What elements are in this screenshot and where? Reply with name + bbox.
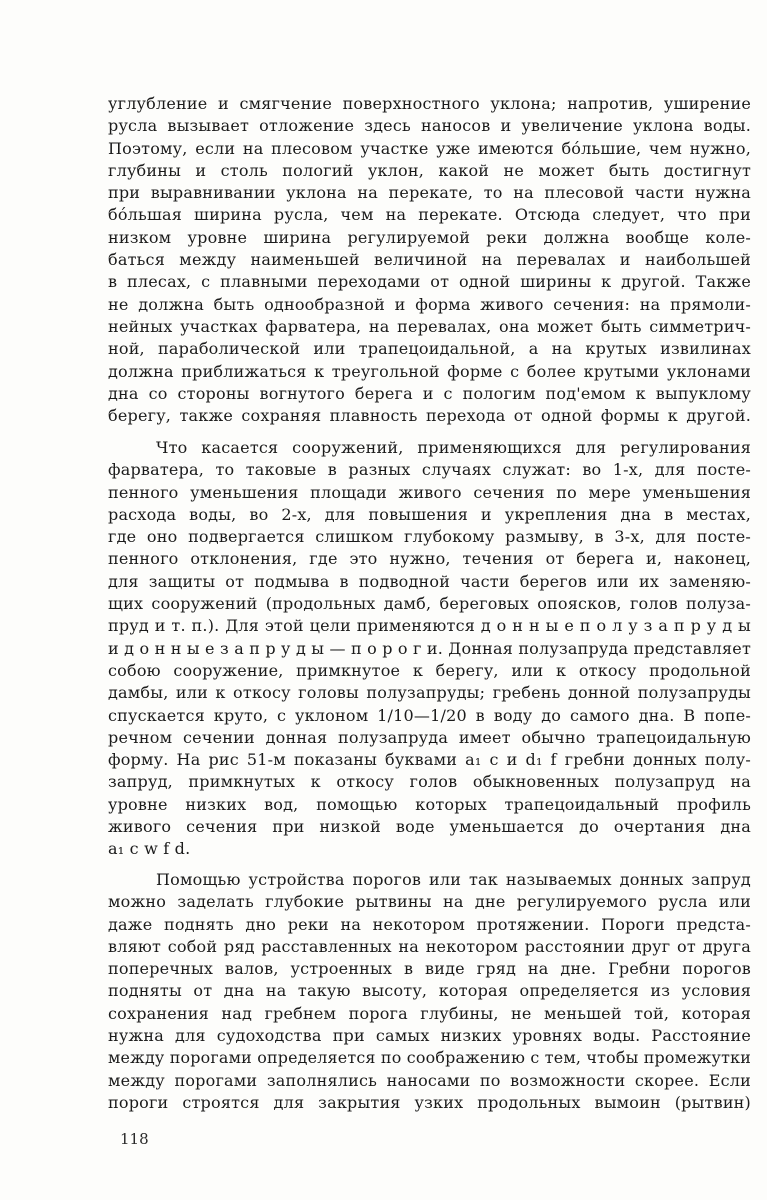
text-line: дамбы, или к откосу головы полузапруды; гребень донной полузапруды [108,683,751,703]
text-line: собою сооружение, примкнутое к берегу, или к откосу продольной [108,660,751,680]
text-line: фарватера, то таковые в разных случаях служат: во 1-х, для посте- [108,460,751,480]
text-line: щих сооружений (продольных дамб, береговых опоясков, голов полуза- [108,594,751,614]
page-number: 118 [120,1130,149,1148]
text-line: низком уровне ширина регулируемой реки должна вообще коле- [108,227,751,247]
text-line: можно заделать глубокие рытвины на дне регулируемого русла или [108,892,751,912]
text-line: между порогами определяется по соображению с тем, чтобы промежутки [108,1048,751,1068]
text-line: поперечных валов, устроенных в виде гряд на дне. Гребни порогов [108,959,751,979]
text-line: где оно подвергается слишком глубокому размыву, в 3-х, для посте- [108,527,751,547]
text-line: запруд, примкнутых к откосу голов обыкновенных полузапруд на [108,772,751,792]
text-line: не должна быть однообразной и форма живого сечения: на прямоли- [108,294,751,314]
text-line: бóльшая ширина русла, чем на перекате. Отсюда следует, что при [108,205,751,225]
text-line: Что касается сооружений, применяющихся для регулирования [156,438,751,457]
text-line: при выравнивании уклона на перекате, то на плесовой части нужна [108,183,751,203]
text-line: углубление и смягчение поверхностного уклона; напротив, уширение [108,94,751,113]
text-line: и д о н н ы е з а п р у д ы — п о р о г и. Донная полузапруда представляет [108,638,751,658]
text-line: пенного уменьшения площади живого сечения по мере уменьшения [108,482,751,502]
text-line: даже поднять дно реки на некотором протяжении. Пороги предста- [108,914,751,934]
paragraph-3 [108,870,751,1115]
text-line: живого сечения при низкой воде уменьшается до очертания дна [108,817,751,837]
text-line: вляют собой ряд расставленных на некотором расстоянии друг от друга [108,936,751,956]
text-line: нейных участках фарватера, на перевалах, она может быть симметрич- [108,316,751,336]
text-line: для защиты от подмыва в подводной части берегов или их заменяю- [108,571,751,591]
text-line: расхода воды, во 2-х, для повышения и укрепления дна в местах, [108,504,751,524]
text-line: нужна для судоходства при самых низких уровнях воды. Расстояние [108,1026,751,1046]
text-line: пенного отклонения, где это нужно, течения от берега и, наконец, [108,549,751,569]
text-line: берегу, также сохраняя плавность перехода от одной формы к другой. [108,406,751,426]
text-line: форму. На рис 51-м показаны буквами a₁ c и d₁ f гребни донных полу- [108,750,751,770]
text-line: спускается круто, с уклоном 1/10—1/20 в воду до самого дна. В попе- [108,705,751,725]
text-line: баться между наименьшей величиной на перевалах и наибольшей [108,250,751,270]
text-line: глубины и столь пологий уклон, какой не может быть достигнут [108,160,751,180]
text-line: должна приближаться к треугольной форме с более крутыми уклонами [108,361,751,381]
text-line: речном сечении донная полузапруда имеет обычно трапецоидальную [108,727,751,747]
text-line: русла вызывает отложение здесь наносов и увеличение уклона воды. [108,116,751,136]
text-line: между порогами заполнялись наносами по возможности скорее. Если [108,1070,751,1090]
text-line: уровне низких вод, помощью которых трапецоидальный профиль [108,794,751,814]
text-line: ной, параболической или трапецоидальной, а на крутых извилинах [108,339,751,359]
text-line: подняты от дна на такую высоту, которая определяется из условия [108,981,751,1001]
text-line: a₁ c w f d. [108,839,191,859]
text-line: Поэтому, если на плесовом участке уже имеются бóльшие, чем нужно, [108,138,751,158]
text-line: в плесах, с плавными переходами от одной ширины к другой. Также [108,272,751,292]
text-line: дна со стороны вогнутого берега и с пологим под'емом к выпуклому [108,383,751,403]
text-line: пороги строятся для закрытия узких продольных вымоин (рытвин) [108,1092,751,1112]
paragraph-2 [108,438,751,862]
text-line: Помощью устройства порогов или так называемых донных запруд [156,870,751,889]
paragraph-1 [108,94,751,428]
text-line: сохранения над гребнем порога глубины, не меньшей той, которая [108,1003,751,1023]
text-line: пруд и т. п.). Для этой цели применяются д о н н ы е п о л у з а п р у д ы [108,616,751,636]
